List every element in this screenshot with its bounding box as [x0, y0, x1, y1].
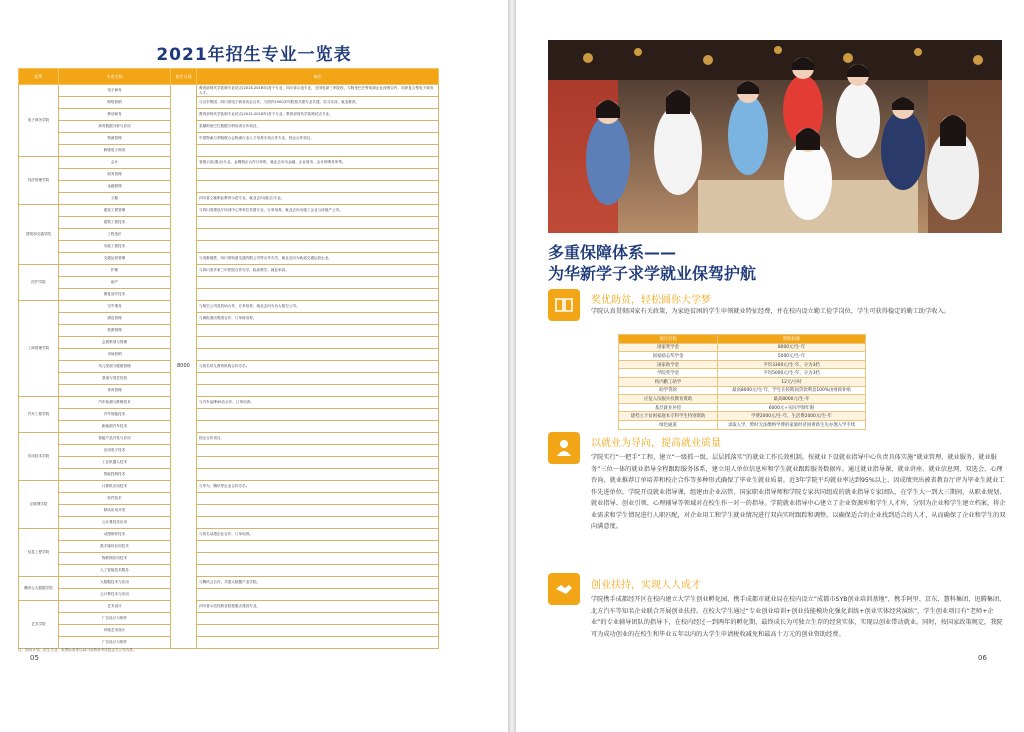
- note-cell: 校企合作项目。: [197, 433, 439, 445]
- major-cell: 跨境电子商务: [59, 145, 171, 157]
- major-cell: 交通运营管理: [59, 253, 171, 265]
- table-row: [19, 241, 439, 253]
- table-row: [19, 505, 439, 517]
- table-row: [19, 169, 439, 181]
- major-cell: 金融管理: [59, 181, 171, 193]
- table-row: [19, 385, 439, 397]
- note-cell: [197, 385, 439, 397]
- college-cell: 医护学院: [19, 265, 59, 301]
- aid-item-cell: 学院奖学金: [619, 369, 718, 378]
- table-row: [19, 313, 439, 325]
- table-row: [19, 265, 439, 277]
- major-cell: 会展策划与管理: [59, 337, 171, 349]
- book-icon: [548, 289, 580, 321]
- table-row: [19, 157, 439, 169]
- major-cell: 新能源汽车技术: [59, 421, 171, 433]
- table-row: [619, 420, 866, 429]
- table-row: [19, 217, 439, 229]
- note-cell: [197, 517, 439, 529]
- note-cell: [197, 637, 439, 649]
- major-cell: 移动应用开发: [59, 505, 171, 517]
- college-cell: 汽车工程学院: [19, 397, 59, 433]
- table-row: [19, 613, 439, 625]
- page-number: 05: [30, 654, 39, 662]
- table-row: [19, 193, 439, 205]
- section-subtitle: 为华新学子求学就业保驾护航: [548, 264, 757, 283]
- table-row: [19, 553, 439, 565]
- table-row: [19, 457, 439, 469]
- column-header: 专业名称: [59, 69, 171, 85]
- table-row: [19, 433, 439, 445]
- table-row: [619, 386, 866, 395]
- college-cell: 经济管理学院: [19, 157, 59, 205]
- major-cell: 茶道与茶艺经营: [59, 373, 171, 385]
- note-cell: [197, 349, 439, 361]
- aid-item-cell: 校内勤工助学: [619, 377, 718, 386]
- major-cell: 幼儿发展与健康管理: [59, 361, 171, 373]
- section-text: 学院携手成都经开区在校内建立大学生创业孵化园，携手成都市就业局在校内设立“成都市SYB创业培训基地”，携手阿里、京东、慧科集团、迅腾集团、北方汽车等知名企业联合开展创业扶持。在校大学生通过“专业创业培训+创业技能模块化强化训练+创业实体经营演练”，学生创业项目有“老师+企业”的专业辅导团队的指导下，在校内经过一到两年的孵化期，最终成长为可独立生存的经营实体，实现以创业带动就业。同时，按国家政策规定，我院可为成功创业的在校生和毕业五年以内的大学生申请税收减免和最高十万元的创业资助经费。: [591, 596, 1006, 638]
- table-row: [19, 121, 439, 133]
- table-row: [19, 481, 439, 493]
- note-cell: [197, 337, 439, 349]
- table-row: [19, 289, 439, 301]
- column-header: 备注: [197, 69, 439, 85]
- college-cell: 工商管理学院: [19, 301, 59, 397]
- major-cell: 市政工程技术: [59, 241, 171, 253]
- major-cell: 市场营销: [59, 349, 171, 361]
- note-cell: [197, 553, 439, 565]
- major-cell: 康复治疗技术: [59, 289, 171, 301]
- table-row: [619, 369, 866, 378]
- note-cell: [197, 229, 439, 241]
- college-cell: 信息工程学院: [19, 529, 59, 577]
- note-cell: [197, 181, 439, 193]
- aid-item-cell: 国家助学金: [619, 360, 718, 369]
- major-cell: 物流管理: [59, 133, 171, 145]
- table-header-row: [619, 335, 866, 344]
- students-photo: [548, 40, 1002, 233]
- table-row: [19, 421, 439, 433]
- note-cell: 与成都地铁、四川省轨道交通有限公司等合作办学，就业去向为轨道交通运营企业。: [197, 253, 439, 265]
- table-row: [19, 577, 439, 589]
- major-cell: 物联网应用技术: [59, 553, 171, 565]
- note-cell: 隶属阿里巴巴数据分析培训合作项目。: [197, 121, 439, 133]
- table-row: [19, 109, 439, 121]
- column-header: 院系: [19, 69, 59, 85]
- aid-item-cell: 国家奖学金: [619, 343, 718, 352]
- major-cell: 软件技术: [59, 493, 171, 505]
- major-cell: 动漫制作技术: [59, 529, 171, 541]
- aid-standard-cell: 录取入学，暂时无法缴纳学费的家庭经济困难新生先办理入学手续: [718, 420, 866, 429]
- table-row: [19, 397, 439, 409]
- graduate-icon: [548, 432, 580, 464]
- note-cell: 与汽车品牌4S店合作，订单培养。: [197, 397, 439, 409]
- table-row: [19, 469, 439, 481]
- aid-item-cell: 应征入伍服兵役教育资助: [619, 395, 718, 404]
- note-cell: 教育部现代学徒制专业试点(2015-2018年)首个专业，四川省示范专业，全国电商三甲院校，与阿里巴巴等电商企业深度合作，培养复合型电子商务人才。: [197, 85, 439, 97]
- college-cell: 电子商务学院: [19, 85, 59, 157]
- major-cell: 艺术设计: [59, 601, 171, 613]
- major-cell: 助产: [59, 277, 171, 289]
- aid-item-cell: 基层就业补偿: [619, 403, 718, 412]
- table-row: [19, 517, 439, 529]
- aid-standard-cell: 12元/小时: [718, 377, 866, 386]
- college-cell: 应用技术学院: [19, 433, 59, 481]
- note-cell: 中国物流与采购联合会物流行业人才培养专项合作专业，校企合作项目。: [197, 133, 439, 145]
- major-cell: 数字媒体应用技术: [59, 541, 171, 553]
- note-cell: 与四川省多家三甲医院合作办学，临床教学，就业率高。: [197, 265, 439, 277]
- aid-standard-cell: 学费2000元/生·年，生活费2000元/生·年: [718, 412, 866, 421]
- aid-standard-cell: 8000元/生·年: [718, 343, 866, 352]
- major-cell: 应用电子技术: [59, 445, 171, 457]
- table-row: [19, 589, 439, 601]
- major-cell: 旅游管理: [59, 325, 171, 337]
- table-row: [19, 445, 439, 457]
- major-cell: 建筑工程技术: [59, 217, 171, 229]
- table-row: [619, 403, 866, 412]
- table-row: [619, 352, 866, 361]
- column-header: 招生计划: [171, 69, 197, 85]
- page-number: 06: [978, 654, 987, 662]
- major-cell: 酒店管理: [59, 313, 171, 325]
- note-cell: [197, 373, 439, 385]
- note-cell: [197, 421, 439, 433]
- table-row: [19, 253, 439, 265]
- plan-total-cell: 8000: [171, 85, 197, 649]
- note-cell: 与知名幼儿教育机构合作办学。: [197, 361, 439, 373]
- table-row: [19, 301, 439, 313]
- table-row: [19, 205, 439, 217]
- note-cell: 与华为、腾讯等企业合作办学。: [197, 481, 439, 493]
- major-cell: 护理: [59, 265, 171, 277]
- note-cell: 教育部现代学徒制专业试点(2015-2018年)首个专业，教育部现代学徒制试点专业。: [197, 109, 439, 121]
- note-cell: [197, 145, 439, 157]
- note-cell: [197, 457, 439, 469]
- aid-standard-cell: 平均5000元/生·年，分为3档: [718, 369, 866, 378]
- note-cell: [197, 589, 439, 601]
- note-cell: [197, 565, 439, 577]
- aid-item-cell: 助学贷款: [619, 386, 718, 395]
- table-row: [19, 637, 439, 649]
- aid-item-cell: 国家励志奖学金: [619, 352, 718, 361]
- students-photo-illustration: [548, 40, 1002, 233]
- table-row: [19, 625, 439, 637]
- page-gutter: [508, 0, 516, 732]
- table-row: [19, 361, 439, 373]
- note-cell: [197, 505, 439, 517]
- major-cell: 计算机应用技术: [59, 481, 171, 493]
- table-row: [619, 377, 866, 386]
- major-cell: 文秘: [59, 193, 171, 205]
- major-cell: 广告设计与制作: [59, 613, 171, 625]
- aid-standard-cell: 最高8000元/生·年，学生在校期间贷款利息100%由财政补贴: [718, 386, 866, 395]
- table-row: [19, 601, 439, 613]
- table-row: [19, 97, 439, 109]
- major-cell: 空中乘务: [59, 301, 171, 313]
- table-row: [19, 337, 439, 349]
- note-cell: [197, 217, 439, 229]
- table-row: [619, 395, 866, 404]
- major-cell: 商务数据分析与应用: [59, 121, 171, 133]
- aid-item-cell: 建档立卡贫困家庭本专科学生特别资助: [619, 412, 718, 421]
- table-row: [619, 412, 866, 421]
- section-heading: 以就业为导向，提高就业质量: [591, 438, 721, 449]
- major-cell: 广告设计与制作: [59, 637, 171, 649]
- table-row: [19, 85, 439, 97]
- major-cell: 环境艺术设计: [59, 625, 171, 637]
- table-row: [19, 373, 439, 385]
- table-row: [19, 145, 439, 157]
- table-row: [19, 493, 439, 505]
- table-row: [19, 229, 439, 241]
- table-row: [19, 529, 439, 541]
- aid-standard-cell: 5000元/生·年: [718, 352, 866, 361]
- section-text: 学院实行“一把手”工程，建立“一级抓一级、层层抓落实”的就业工作长效机制。按就业下设就业指导中心负责具体实施“就业管理、就业服务、就业服务”三位一体的就业指导全程跟踪服务体系，建立用人单位信息库和学生就业跟踪服务数据库。通过就业指导课、就业讲座、就业信息网、双选会、心理咨询、就业推荐订单培养和校企合作等多种形式确保了毕业生就业质量。近3年学院平均就业率达到95%以上，因成绩突出被省教育厅评为毕业生就业工作先进单位。学院开设就业指导课，组建由企业高管、国家职业指导师和学院专家共同组成的就业指导专家团队，在学生大一到大三期间，从职业规划、就业指导、创业引领、心理辅导等领域对在校生作一对一的指导。学院就业指导中心建立了企业资源库和学生人才库，分别为企业和学生建立档案，将企业需求和学生情况进行人职匹配，对企业用工和学生就业情况进行双向实时跟踪和调整，以确保适合的企业找到适合的人才，从而确保了企业和学生的双向满意度。: [591, 454, 1006, 530]
- footnote: 注：面向计划、招生专业、收费标准等以四川省教育考试院正式公布为准。: [18, 648, 137, 652]
- aid-standard-cell: 6000元+实际学制年限: [718, 403, 866, 412]
- aid-item-cell: 绿色通道: [619, 420, 718, 429]
- note-cell: [197, 289, 439, 301]
- section-text: 学院认真贯彻国家有关政策，为家庭贫困的学生申领就业特征经费，并在校内设立勤工俭学岗位，学生可获得稳定的勤工助学收入。: [591, 308, 950, 315]
- major-cell: 体育管理: [59, 385, 171, 397]
- note-cell: 与腾讯云合作，共建大数据产业学院。: [197, 577, 439, 589]
- note-cell: [197, 445, 439, 457]
- handshake-icon: [548, 573, 580, 605]
- aid-standard-cell: 最高8000元/生·年: [718, 395, 866, 404]
- table-row: [19, 277, 439, 289]
- major-cell: 云计算技术应用: [59, 517, 171, 529]
- note-cell: [197, 169, 439, 181]
- major-cell: 会计: [59, 157, 171, 169]
- page-title: 2021年招生专业一览表: [156, 45, 352, 65]
- note-cell: [197, 241, 439, 253]
- table-row: [19, 541, 439, 553]
- note-cell: [197, 613, 439, 625]
- column-header: 项目名称: [619, 335, 718, 344]
- table-row: [19, 181, 439, 193]
- table-row: [619, 343, 866, 352]
- note-cell: [197, 541, 439, 553]
- college-cell: 互联网学院: [19, 481, 59, 529]
- college-cell: 腾讯云大数据学院: [19, 577, 59, 601]
- major-cell: 移动商务: [59, 109, 171, 121]
- college-cell: 建筑和交通学院: [19, 205, 59, 265]
- note-cell: 四川省示范性职业院校重点建设专业。: [197, 601, 439, 613]
- major-cell: 人工智能技术服务: [59, 565, 171, 577]
- note-cell: 省级示范(重点)专业，金蝶校企合作订单班，就业去向为金融、企业财务、会计师事务所等。: [197, 157, 439, 169]
- note-cell: [197, 325, 439, 337]
- major-cell: 建设工程管理: [59, 205, 171, 217]
- note-cell: 与知名动漫企业合作，订单培养。: [197, 529, 439, 541]
- note-cell: 与四川省建设厅培训中心等单位共建专业，订单培养，就业去向为施工企业与房地产公司。: [197, 205, 439, 217]
- table-row: [19, 349, 439, 361]
- major-cell: 网络营销: [59, 97, 171, 109]
- table-row: [19, 325, 439, 337]
- major-cell: 大数据技术与应用: [59, 577, 171, 589]
- major-cell: 智能控制技术: [59, 469, 171, 481]
- major-cell: 云计算技术与应用: [59, 589, 171, 601]
- major-cell: 电子商务: [59, 85, 171, 97]
- major-cell: 汽车智能技术: [59, 409, 171, 421]
- table-header-row: [19, 69, 439, 85]
- financial-aid-table: [618, 334, 866, 430]
- note-cell: 与洲际酒店集团合作，订单班培养。: [197, 313, 439, 325]
- section-heading: 奖优助贫，轻松圆你大学梦: [591, 295, 711, 306]
- major-cell: 汽车检测与维修技术: [59, 397, 171, 409]
- major-cell: 工程造价: [59, 229, 171, 241]
- table-row: [19, 133, 439, 145]
- note-cell: 四川省文秘职业教育示范专业，就业去向(重点)专业。: [197, 193, 439, 205]
- section-title: 多重保障体系——: [548, 243, 677, 262]
- section-heading: 创业扶持，实现人人成才: [591, 580, 701, 591]
- right-page: [516, 0, 1024, 732]
- note-cell: [197, 277, 439, 289]
- note-cell: 与京东集团、四川省电子商务协会合作，与国内1500多所院校共建专业共建，实习实训，就业推荐。: [197, 97, 439, 109]
- note-cell: 与航空公司及机场合作，订单培养，就业去向为各大航空公司。: [197, 301, 439, 313]
- note-cell: [197, 625, 439, 637]
- left-page: [0, 0, 508, 732]
- note-cell: [197, 409, 439, 421]
- major-cell: 智能产品开发与应用: [59, 433, 171, 445]
- note-cell: [197, 469, 439, 481]
- college-cell: 艺术学院: [19, 601, 59, 649]
- major-cell: 工业机器人技术: [59, 457, 171, 469]
- major-cell: 财务管理: [59, 169, 171, 181]
- table-row: [19, 565, 439, 577]
- majors-table: [18, 68, 439, 649]
- table-row: [619, 360, 866, 369]
- aid-standard-cell: 平均3300元/生·年，分为3档: [718, 360, 866, 369]
- column-header: 资助标准: [718, 335, 866, 344]
- table-row: [19, 409, 439, 421]
- note-cell: [197, 493, 439, 505]
